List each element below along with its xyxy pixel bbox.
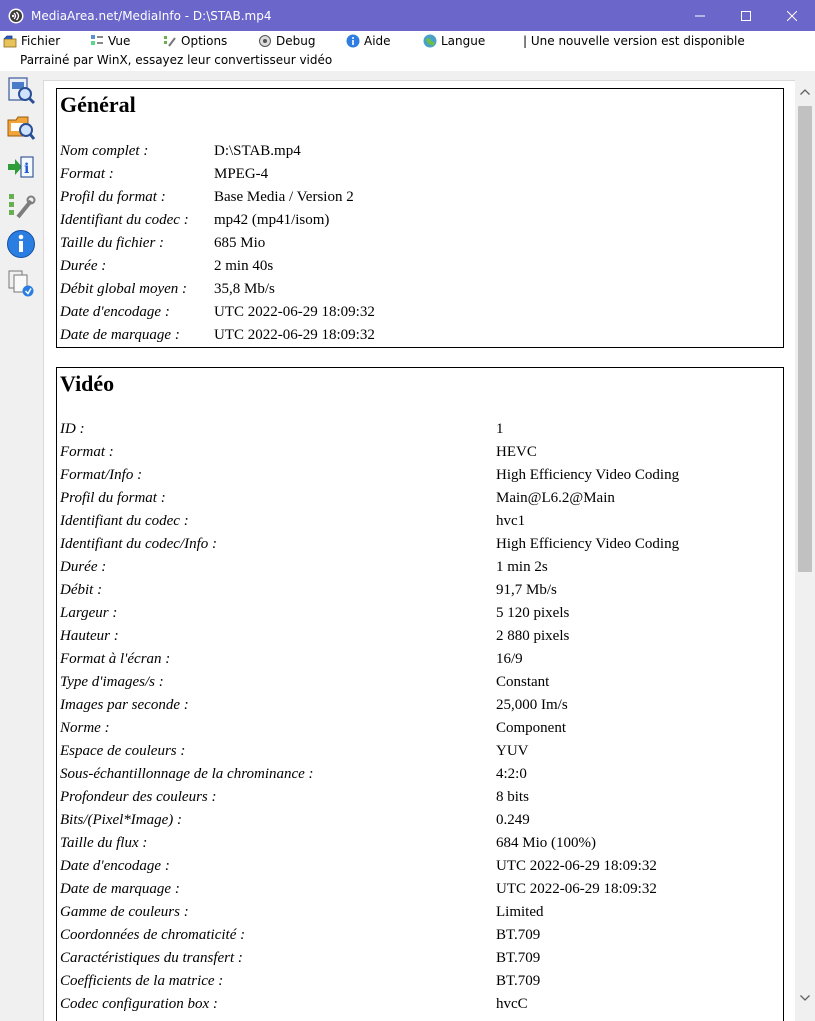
open-file-button[interactable] [4, 73, 38, 107]
view-icon [90, 34, 104, 48]
info-key: Identifiant du codec : [60, 212, 189, 228]
info-key: Profondeur des couleurs : [60, 789, 217, 805]
info-key: Profil du format : [60, 490, 166, 506]
about-icon [6, 229, 36, 259]
info-value: MPEG-4 [214, 166, 269, 182]
sheet-view-button[interactable] [4, 266, 38, 300]
section-general-title: Général [60, 92, 136, 117]
section-video-title: Vidéo [60, 371, 115, 396]
info-value: HEVC [496, 444, 537, 460]
vertical-scrollbar[interactable] [795, 80, 815, 1021]
info-key: Format à l'écran : [60, 651, 171, 667]
info-key: Type d'images/s : [60, 674, 164, 690]
info-value: Base Media / Version 2 [214, 189, 354, 205]
info-value: hvcC [496, 996, 528, 1012]
open-folder-icon [6, 112, 36, 142]
mediainfo-logo-icon [8, 8, 24, 24]
left-toolbar [0, 71, 43, 1021]
about-button[interactable] [4, 227, 38, 261]
info-value: 4:2:0 [496, 766, 527, 782]
preferences-icon [6, 191, 36, 221]
info-key: Coefficients de la matrice : [60, 973, 224, 989]
info-value: 684 Mio (100%) [496, 835, 596, 851]
info-value: mp42 (mp41/isom) [214, 212, 330, 228]
info-value: Main@L6.2@Main [496, 490, 615, 506]
info-value: UTC 2022-06-29 18:09:32 [496, 881, 657, 897]
title-bar[interactable] [0, 0, 815, 31]
info-key: Images par seconde : [60, 697, 189, 713]
menu-bar [0, 31, 815, 51]
info-value: hvc1 [496, 513, 526, 529]
sponsor-link[interactable]: Parrainé par WinX, essayez leur convertisseur vidéo [20, 53, 333, 67]
minimize-button[interactable] [677, 0, 723, 31]
info-value: 1 min 2s [496, 559, 548, 575]
info-key: Nom complet : [60, 143, 149, 159]
info-key: Gamme de couleurs : [60, 904, 189, 920]
open-folder-button[interactable] [4, 110, 38, 144]
scroll-up-button[interactable] [795, 80, 815, 104]
export-button[interactable] [4, 150, 38, 184]
options-icon [163, 34, 177, 48]
info-key: Date d'encodage : [60, 304, 170, 320]
info-key: Taille du flux : [60, 835, 148, 851]
info-value: 91,7 Mb/s [496, 582, 557, 598]
info-key: Durée : [60, 559, 107, 575]
menu-aide[interactable] [346, 31, 391, 51]
info-value: 8 bits [496, 789, 529, 805]
minimize-icon [695, 11, 705, 21]
info-key: Date de marquage : [60, 327, 180, 343]
info-value: 685 Mio [214, 235, 266, 251]
info-value: 5 120 pixels [496, 605, 570, 621]
info-value: BT.709 [496, 973, 541, 989]
info-key: Norme : [60, 720, 110, 736]
info-value: BT.709 [496, 927, 541, 943]
info-value: Limited [496, 904, 544, 920]
close-icon [787, 11, 797, 21]
menu-debug-label: Debug [276, 34, 316, 48]
scroll-down-button[interactable] [795, 986, 815, 1010]
menu-options[interactable] [163, 31, 227, 51]
close-button[interactable] [769, 0, 815, 31]
debug-icon [258, 34, 272, 48]
info-value: 0.249 [496, 812, 530, 828]
info-key: Espace de couleurs : [60, 743, 186, 759]
info-key: Hauteur : [60, 628, 119, 644]
preferences-button[interactable] [4, 189, 38, 223]
info-key: Format : [60, 166, 114, 182]
info-key: Coordonnées de chromaticité : [60, 927, 246, 943]
info-key: Format : [60, 444, 114, 460]
info-value: D:\STAB.mp4 [214, 143, 301, 159]
info-key: Caractéristiques du transfert : [60, 950, 243, 966]
info-view[interactable] [43, 80, 795, 1021]
svg-text:i: i [24, 161, 30, 177]
globe-icon [423, 34, 437, 48]
info-key: Profil du format : [60, 189, 166, 205]
info-value: 2 880 pixels [496, 628, 570, 644]
info-key: Date de marquage : [60, 881, 180, 897]
info-key: Taille du fichier : [60, 235, 165, 251]
chevron-down-icon [800, 995, 810, 1001]
section-video [56, 367, 784, 1021]
menu-langue[interactable] [423, 31, 485, 51]
menu-vue[interactable] [90, 31, 130, 51]
scroll-thumb[interactable] [798, 106, 812, 572]
sheet-view-icon [6, 268, 36, 298]
menu-aide-label: Aide [364, 34, 391, 48]
info-key: Identifiant du codec : [60, 513, 189, 529]
menu-fichier-label: Fichier [21, 34, 61, 48]
menu-debug[interactable] [258, 31, 315, 51]
info-key: Codec configuration box : [60, 996, 218, 1012]
info-key: ID : [60, 421, 85, 437]
update-notice[interactable]: | Une nouvelle version est disponible [523, 34, 745, 48]
chevron-up-icon [800, 89, 810, 95]
maximize-icon [741, 11, 751, 21]
info-value: 35,8 Mb/s [214, 281, 275, 297]
info-value: High Efficiency Video Coding [496, 536, 680, 552]
info-key: Date d'encodage : [60, 858, 170, 874]
info-key: Bits/(Pixel*Image) : [60, 812, 183, 828]
info-value: Constant [496, 674, 550, 690]
info-value: 25,000 Im/s [496, 697, 568, 713]
info-value: UTC 2022-06-29 18:09:32 [214, 327, 375, 343]
info-value: 1 [496, 421, 504, 437]
menu-fichier[interactable] [3, 31, 60, 51]
info-key: Débit global moyen : [60, 281, 188, 297]
menu-vue-label: Vue [108, 34, 131, 48]
info-key: Débit : [60, 582, 103, 598]
window-title: MediaArea.net/MediaInfo - D:\STAB.mp4 [31, 9, 272, 23]
section-general [56, 88, 784, 348]
sponsor-bar [0, 51, 815, 71]
info-value: BT.709 [496, 950, 541, 966]
open-file-icon [6, 75, 36, 105]
info-value: UTC 2022-06-29 18:09:32 [214, 304, 375, 320]
info-key: Identifiant du codec/Info : [60, 536, 218, 552]
maximize-button[interactable] [723, 0, 769, 31]
menu-langue-label: Langue [441, 34, 486, 48]
file-icon [3, 34, 17, 48]
info-value: High Efficiency Video Coding [496, 467, 680, 483]
info-value: UTC 2022-06-29 18:09:32 [496, 858, 657, 874]
info-key: Format/Info : [60, 467, 143, 483]
info-value: YUV [496, 743, 529, 759]
info-value: Component [496, 720, 566, 736]
info-key: Largeur : [60, 605, 118, 621]
info-key: Sous-échantillonnage de la chrominance : [60, 766, 314, 782]
export-icon [6, 152, 36, 182]
info-value: 16/9 [496, 651, 523, 667]
help-icon [346, 34, 360, 48]
info-value: 2 min 40s [214, 258, 274, 274]
menu-options-label: Options [181, 34, 228, 48]
info-key: Durée : [60, 258, 107, 274]
